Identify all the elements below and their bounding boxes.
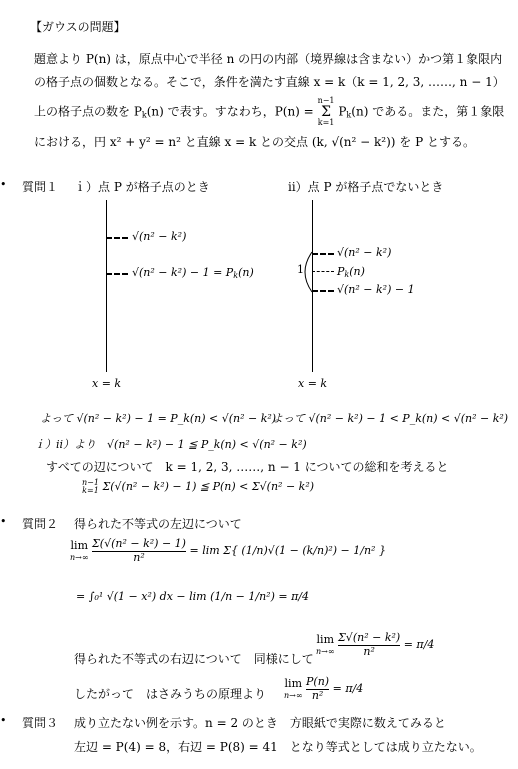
intro-line-1: 題意より P(n) は，原点中心で半径 n の円の内部（境界線は含まない）かつ第１象限内 bbox=[34, 52, 503, 66]
diagram2-label-middle: $P_k(n)$ bbox=[337, 265, 365, 279]
page-title: 【ガウスの問題】 bbox=[30, 20, 126, 34]
q1-result-1: よって √(n² − k²) − 1 = P_k(n) < √(n² − k²) bbox=[40, 412, 277, 425]
q1-case2: ⅱ）点 P が格子点でないとき bbox=[288, 180, 444, 194]
q3-label: 質問３ bbox=[22, 716, 59, 730]
diagram1-vertical-line bbox=[106, 200, 107, 372]
diagram1-dash-lower bbox=[106, 273, 128, 275]
q1-sum-inequality: n−1 k=1 Σ(√(n² − k²) − 1) ≦ P(n) < Σ√(n² − k²) bbox=[82, 478, 315, 495]
q3-line-1: 成り立たない例を示す。n = 2 のとき 方眼紙で実際に数えてみると bbox=[74, 716, 446, 730]
diagram2-gap-label: 1 bbox=[297, 263, 304, 276]
diagram2-axis-label: x = k bbox=[298, 377, 328, 390]
q2-right-text: 得られた不等式の右辺について 同様にして bbox=[74, 652, 314, 666]
q1-combined: ｉ）ⅱ）より √(n² − k²) − 1 ≦ P_k(n) < √(n² − k²) bbox=[34, 438, 307, 451]
q2-final-limit: lim n→∞ $\frac{P(n)}{\text{n²}}$ = π/4 bbox=[284, 675, 364, 702]
intro-line-2: の格子点の個数となる。そこで，条件を満たす直線 x = k（k = 1, 2, 3, ……, n − 1） bbox=[34, 75, 505, 89]
q1-sum-text: すべての辺について k = 1, 2, 3, ……, n − 1 についての総和を考えると bbox=[46, 460, 449, 474]
diagram1-label-upper: √(n² − k²) bbox=[132, 230, 187, 243]
q2-conclusion-text: したがって はさみうちの原理より bbox=[74, 687, 267, 701]
q2-limit-right: lim n→∞ $\frac{\text{Σ√(n² − k²)}}{\text{n²}}$ = π/4 bbox=[316, 631, 435, 658]
q2-label: 質問２ bbox=[22, 517, 59, 531]
diagram2-label-lower: √(n² − k²) − 1 bbox=[337, 283, 415, 296]
sum-symbol: n−1 Σ k=1 bbox=[317, 96, 335, 127]
diagram1-dash-upper bbox=[106, 237, 128, 239]
diagram1-label-lower: $√(n^2 - k^2) - 1 = P_k(n)$ bbox=[132, 266, 254, 280]
diagram2-label-upper: √(n² − k²) bbox=[337, 246, 392, 259]
q3-marker: • bbox=[0, 714, 7, 727]
q1-case1: ｉ）点 P が格子点のとき bbox=[74, 180, 210, 194]
q2-marker: • bbox=[0, 515, 7, 528]
q1-label: 質問１ bbox=[22, 180, 59, 194]
intro-line-3: 上の格子点の数を $P_k(n)$ で表す。すなわち，P(n) = n−1 Σ k=1 $P_k(n)$ である。また，第１象限 bbox=[34, 96, 505, 127]
q2-limit-line-2: = ∫₀¹ √(1 − x²) dx − lim (1/n − 1/n²) = π/4 bbox=[76, 590, 310, 603]
q2-intro: 得られた不等式の左辺について bbox=[74, 517, 242, 531]
q1-result-2: よって √(n² − k²) − 1 < P_k(n) < √(n² − k²) bbox=[272, 412, 509, 425]
q2-limit-left: lim n→∞ $\frac{\text{Σ(√(n² − k²) − 1)}}{\text{n²}}$ = lim Σ{ (1/n)√(1 − (k/n)²) − 1/n² } bbox=[70, 537, 386, 564]
diagram1-axis-label: x = k bbox=[92, 377, 122, 390]
intro-line-4: における，円 x² + y² = n² と直線 x = k との交点 (k, √(n² − k²)) を P とする。 bbox=[34, 135, 475, 149]
q3-line-2: 左辺 = P(4) = 8，右辺 = P(8) = 41 となり等式としては成り立たない。 bbox=[74, 740, 482, 754]
q1-marker: • bbox=[0, 178, 7, 191]
